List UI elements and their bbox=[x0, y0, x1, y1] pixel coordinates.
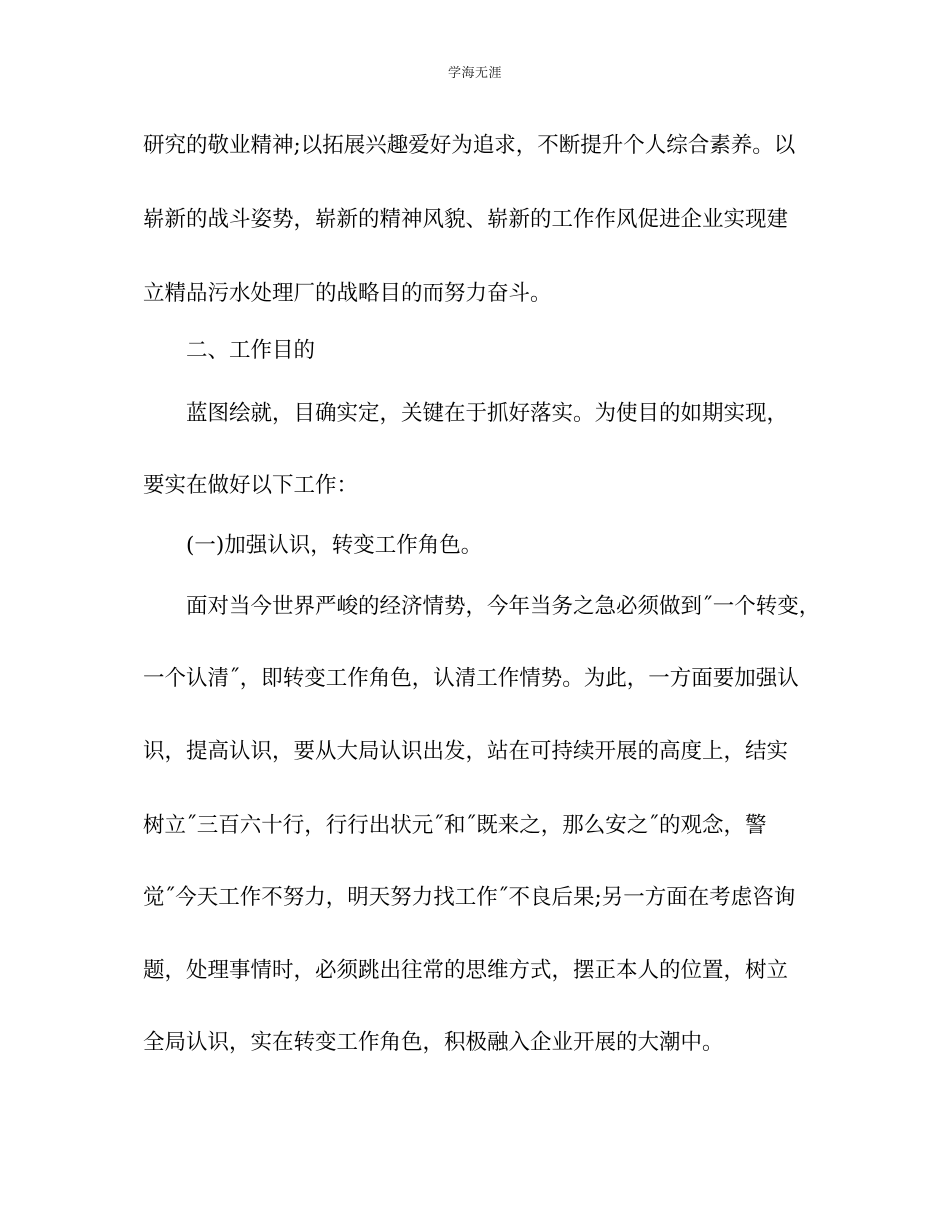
page-header: 学海无涯 bbox=[447, 66, 502, 81]
text-line: 树立˝三百六十行，行行出状元˝和˝既来之，那么安之˝的观念，警 bbox=[143, 813, 767, 838]
section-heading: 二、工作目的 bbox=[186, 338, 316, 363]
text-line: 崭新的战斗姿势，崭新的精神风貌、崭新的工作作风促进企业实现建 bbox=[143, 207, 789, 232]
text-line: 题，处理事情时，必须跳出往常的思维方式，摆正本人的位置，树立 bbox=[143, 958, 789, 983]
text-line: 觉˝今天工作不努力，明天努力找工作˝不良后果;另一方面在考虑咨询 bbox=[143, 885, 796, 910]
text-line: 研究的敬业精神;以拓展兴趣爱好为追求，不断提升个人综合素养。以 bbox=[143, 133, 796, 158]
text-line: 一个认清˝，即转变工作角色，认清工作情势。为此，一方面要加强认 bbox=[143, 666, 799, 691]
text-line: 要实在做好以下工作： bbox=[143, 473, 359, 498]
text-line: 立精品污水处理厂的战略目的而努力奋斗。 bbox=[143, 281, 552, 306]
text-line: 蓝图绘就，目确实定，关键在于抓好落实。为使目的如期实现， bbox=[186, 401, 789, 426]
text-line: 全局认识，实在转变工作角色，积极融入企业开展的大潮中。 bbox=[143, 1030, 724, 1055]
subsection-heading: (一)加强认识，转变工作角色。 bbox=[186, 533, 483, 558]
text-line: 识，提高认识，要从大局认识出发，站在可持续开展的高度上，结实 bbox=[143, 739, 789, 764]
text-line: 面对当今世界严峻的经济情势，今年当务之急必须做到˝一个转变， bbox=[186, 594, 821, 619]
